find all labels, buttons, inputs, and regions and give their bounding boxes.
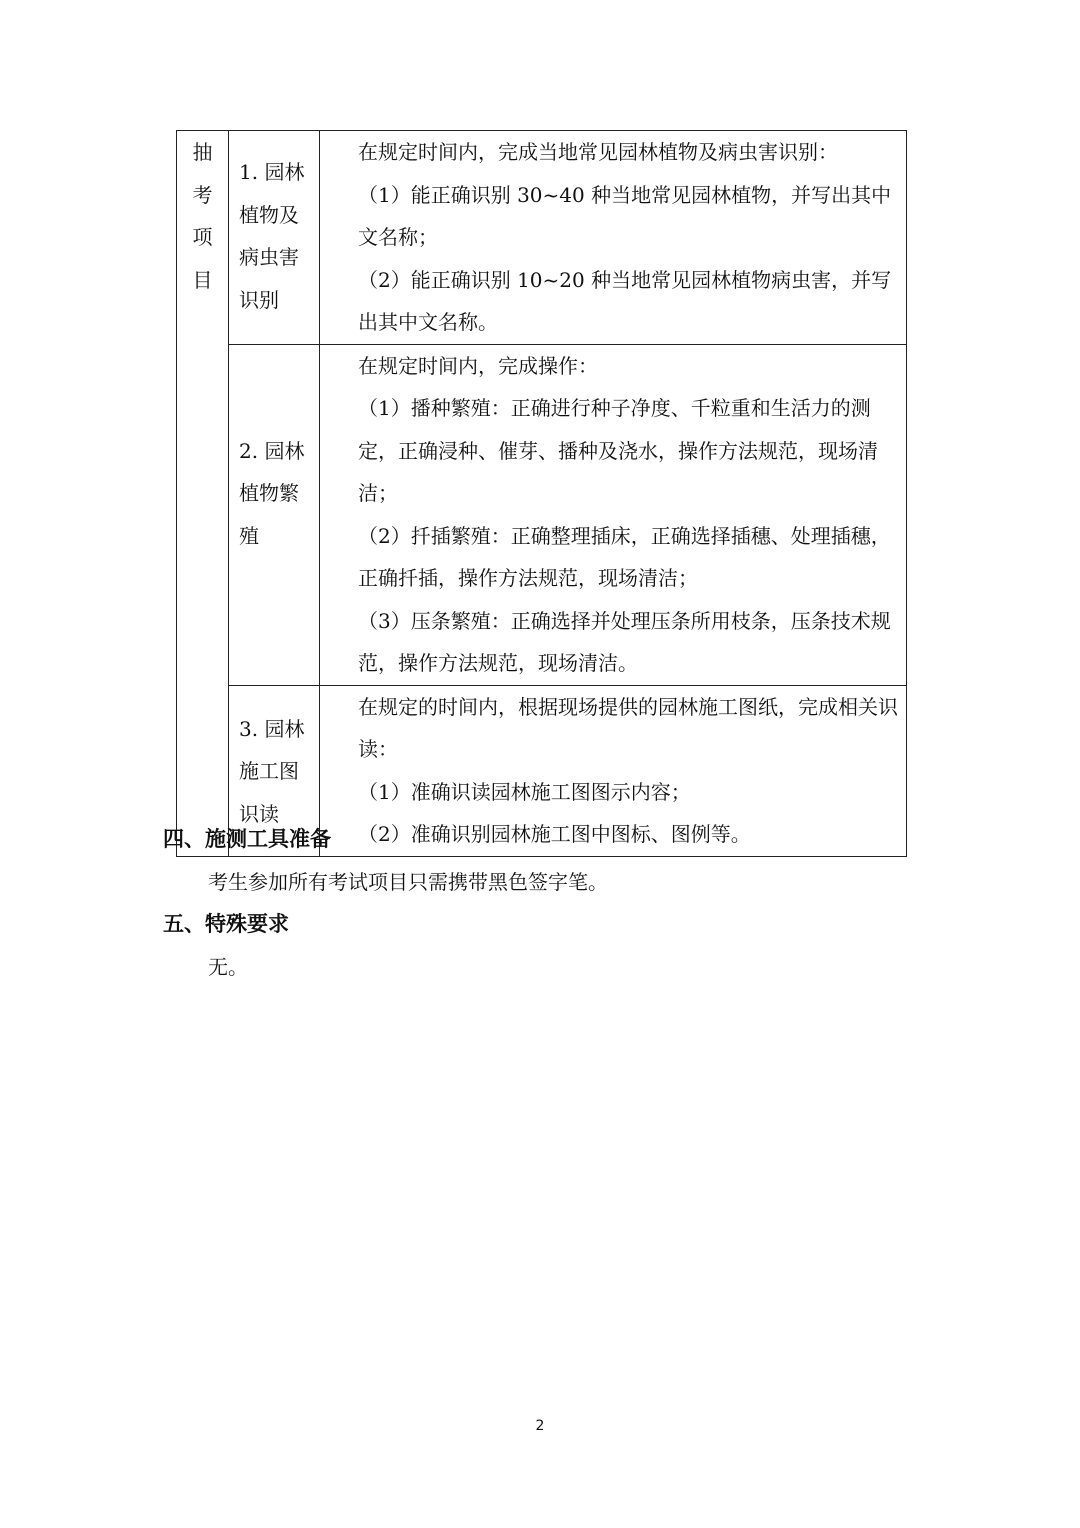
page-number: 2 [535, 1418, 545, 1434]
item-name-line: 施工图 [239, 759, 299, 783]
item-requirement: （2）扦插繁殖：正确整理插床，正确选择插穗、处理插穗，正确扦插，操作方法规范，现场清洁； [358, 523, 891, 590]
item-name-cell [229, 344, 320, 685]
section-heading-tools: 四、施测工具准备 [163, 827, 331, 851]
category-cell [177, 131, 229, 857]
section-heading-special: 五、特殊要求 [163, 912, 289, 936]
item-name-line: 1. 园林 [239, 160, 305, 184]
exam-items-table [176, 130, 907, 857]
category-label: 抽考项目 [192, 140, 213, 292]
item-name-line: 3. 园林 [239, 716, 305, 741]
item-name-line: 识别 [239, 287, 279, 312]
item-requirement: （1）准确识读园林施工图图示内容； [358, 779, 691, 804]
table-row [177, 131, 907, 345]
item-name-line: 识读 [239, 801, 279, 826]
section-body-tools: 考生参加所有考试项目只需携带黑色签字笔。 [208, 870, 608, 894]
item-content-cell [320, 131, 907, 345]
item-content-cell [320, 685, 907, 856]
item-requirement: （2）能正确识别 10~20 种当地常见园林植物病虫害，并写出其中文名称。 [358, 267, 892, 334]
item-requirement: （1）播种繁殖：正确进行种子净度、千粒重和生活力的测定，正确浸种、催芽、播种及浇水，操作方法规范，现场清洁； [358, 396, 878, 505]
item-requirement: （2）准确识别园林施工图中图标、图例等。 [358, 822, 751, 846]
item-content-cell [320, 344, 907, 685]
item-requirement: （1）能正确识别 30~40 种当地常见园林植物，并写出其中文名称； [358, 182, 892, 249]
item-intro: 在规定时间内，完成当地常见园林植物及病虫害识别： [358, 140, 838, 164]
item-name-line: 殖 [239, 523, 259, 548]
table-row [177, 344, 907, 685]
item-intro: 在规定时间内，完成操作： [358, 353, 598, 378]
item-intro: 在规定的时间内，根据现场提供的园林施工图纸，完成相关识读： [358, 694, 898, 761]
item-name-cell [229, 131, 320, 345]
item-name-line: 植物及 [239, 202, 299, 227]
item-name-line: 2. 园林 [239, 438, 305, 463]
item-requirement: （3）压条繁殖：正确选择并处理压条所用枝条，压条技术规范，操作方法规范，现场清洁。 [358, 608, 891, 675]
section-body-special: 无。 [208, 955, 248, 979]
item-name-line: 植物繁 [239, 481, 299, 505]
item-name-line: 病虫害 [239, 245, 299, 269]
